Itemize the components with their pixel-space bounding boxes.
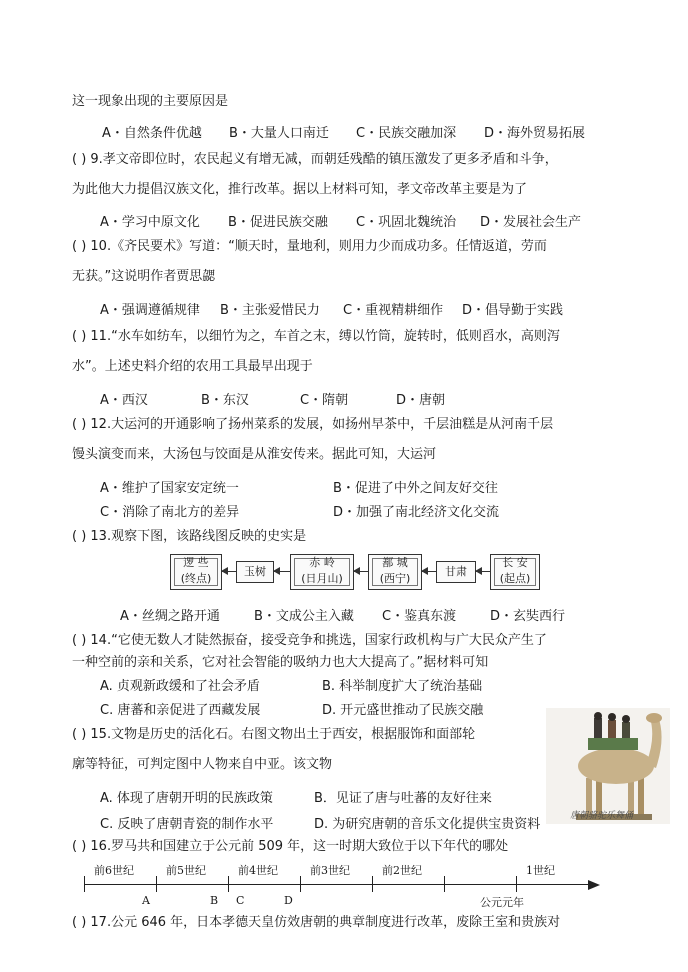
option-c: C・重视精耕细作: [343, 303, 444, 318]
option-c: C. 唐蕃和亲促进了西藏发展: [100, 703, 261, 718]
option-d: D・玄奘西行: [490, 609, 566, 624]
question-16-stem: ( ) 16.罗马共和国建立于公元前 509 年，这一时期大致位于以下年代的哪处: [72, 839, 509, 854]
option-c: C. 反映了唐朝青瓷的制作水平: [100, 817, 274, 832]
question-11-stem: ( ) 11.“水车如纺车，以细竹为之，车首之末，缚以竹筒，旋转时，低则舀水，高则泻: [72, 329, 560, 344]
route-node-yushu: 玉树: [236, 561, 274, 583]
question-14-stem-cont: 一种空前的亲和关系，它对社会智能的吸纳力也大大提高了。”据材料可知: [72, 655, 489, 670]
option-b: B・促进了中外之间友好交往: [333, 481, 498, 496]
route-arrow: [422, 571, 436, 572]
option-d: D. 开元盛世推动了民族交融: [322, 703, 484, 718]
route-node-chiling: 赤 岭 (日月山): [290, 554, 354, 590]
question-15-stem: ( ) 15.文物是历史的活化石。右图文物出土于西安，根据服饰和面部轮: [72, 727, 476, 742]
option-d: D. 为研究唐朝的音乐文化提供宝贵资料: [314, 817, 541, 832]
option-a: A・强调遵循规律: [100, 303, 200, 318]
option-c: C・巩固北魏统治: [356, 215, 457, 230]
route-node-gansu: 甘肃: [436, 561, 476, 583]
option-b: B．见证了唐与吐蕃的友好往来: [314, 791, 492, 806]
option-b: B・大量人口南迁: [229, 126, 329, 141]
timeline-marker-a: A: [142, 894, 150, 907]
option-a: A・自然条件优越: [102, 126, 202, 141]
timeline-tick: [300, 876, 301, 892]
option-d: D・发展社会生产: [480, 215, 582, 230]
option-b: B・东汉: [201, 393, 249, 408]
timeline-tick: [84, 876, 85, 892]
option-d: D・倡导勤于实践: [462, 303, 564, 318]
question-13-stem: ( ) 13.观察下图，该路线图反映的史实是: [72, 529, 307, 544]
timeline-arrow: [588, 880, 600, 890]
option-d: D・唐朝: [396, 393, 446, 408]
question-17-stem: ( ) 17.公元 646 年，日本孝德天皇仿效唐朝的典章制度进行改革，废除王室和贵族对: [72, 915, 561, 930]
option-c: C・隋朝: [300, 393, 349, 408]
question-15-stem-cont: 廓等特征，可判定图中人物来自中亚。该文物: [72, 757, 333, 772]
option-c: C・消除了南北方的差异: [100, 505, 240, 520]
question-9-stem: ( ) 9.孝文帝即位时，农民起义有增无减，而朝廷残酷的镇压激发了更多矛盾和斗争，: [72, 152, 558, 167]
century-label: 前4世纪: [238, 864, 278, 877]
figure-caption: 唐朝骆驼乐舞俑: [570, 811, 634, 821]
timeline-tick: [228, 876, 229, 892]
route-node-changan: 长 安 (起点): [490, 554, 540, 590]
route-diagram: [164, 552, 542, 592]
timeline-marker-b: B: [210, 894, 219, 907]
route-arrow: [354, 571, 368, 572]
timeline-tick: [516, 876, 517, 892]
option-c: C・民族交融加深: [356, 126, 457, 141]
question-14-stem: ( ) 14.“它使无数人才陡然振奋，接受竞争和挑选，国家行政机构与广大民众产生了: [72, 633, 547, 648]
route-node-luoxie: 逻 些 (终点): [170, 554, 222, 590]
timeline-tick: [156, 876, 157, 892]
option-a: A・维护了国家安定统一: [100, 481, 239, 496]
century-label: 前6世纪: [94, 864, 134, 877]
timeline-marker-d: D: [284, 894, 293, 907]
option-a: A・丝绸之路开通: [120, 609, 220, 624]
option-b: B・促进民族交融: [228, 215, 328, 230]
question-12-stem: ( ) 12.大运河的开通影响了扬州菜系的发展，如扬州早茶中，千层油糕是从河南千层: [72, 417, 554, 432]
option-b: B・主张爱惜民力: [220, 303, 320, 318]
question-12-stem-cont: 馒头演变而来，大汤包与饺面是从淮安传来。据此可知，大运河: [72, 447, 437, 462]
option-a: A・西汉: [100, 393, 148, 408]
route-arrow: [274, 571, 290, 572]
option-b: B・文成公主入藏: [254, 609, 354, 624]
timeline-axis: [84, 884, 590, 885]
timeline: [84, 862, 604, 910]
option-a: A. 贞观新政缓和了社会矛盾: [100, 679, 260, 694]
route-arrow: [222, 571, 236, 572]
option-a: A・学习中原文化: [100, 215, 200, 230]
question-stem: 这一现象出现的主要原因是: [72, 94, 229, 109]
epoch-label: 公元元年: [480, 896, 524, 909]
century-label: 1世纪: [526, 864, 555, 877]
century-label: 前5世纪: [166, 864, 206, 877]
option-d: D・加强了南北经济文化交流: [333, 505, 500, 520]
century-label: 前3世纪: [310, 864, 350, 877]
option-b: B. 科举制度扩大了统治基础: [322, 679, 483, 694]
question-9-stem-cont: 为此他大力提倡汉族文化，推行改革。据以上材料可知，孝文帝改革主要是为了: [72, 182, 528, 197]
question-10-stem-cont: 无获。”这说明作者贾思勰: [72, 269, 216, 284]
camel-figurine-image: [546, 708, 670, 824]
option-d: D・海外贸易拓展: [484, 126, 586, 141]
option-c: C・鉴真东渡: [382, 609, 457, 624]
century-label: 前2世纪: [382, 864, 422, 877]
option-a: A. 体现了唐朝开明的民族政策: [100, 791, 273, 806]
timeline-tick: [372, 876, 373, 892]
question-10-stem: ( ) 10.《齐民要术》写道：“顺天时，量地利，则用力少而成功多。任情返道，劳而: [72, 239, 547, 254]
question-11-stem-cont: 水”。上述史料介绍的农用工具最早出现于: [72, 359, 313, 374]
route-arrow: [476, 571, 490, 572]
timeline-tick: [444, 876, 445, 892]
timeline-marker-c: C: [236, 894, 245, 907]
route-node-shancheng: 鄯 城 (西宁): [368, 554, 422, 590]
